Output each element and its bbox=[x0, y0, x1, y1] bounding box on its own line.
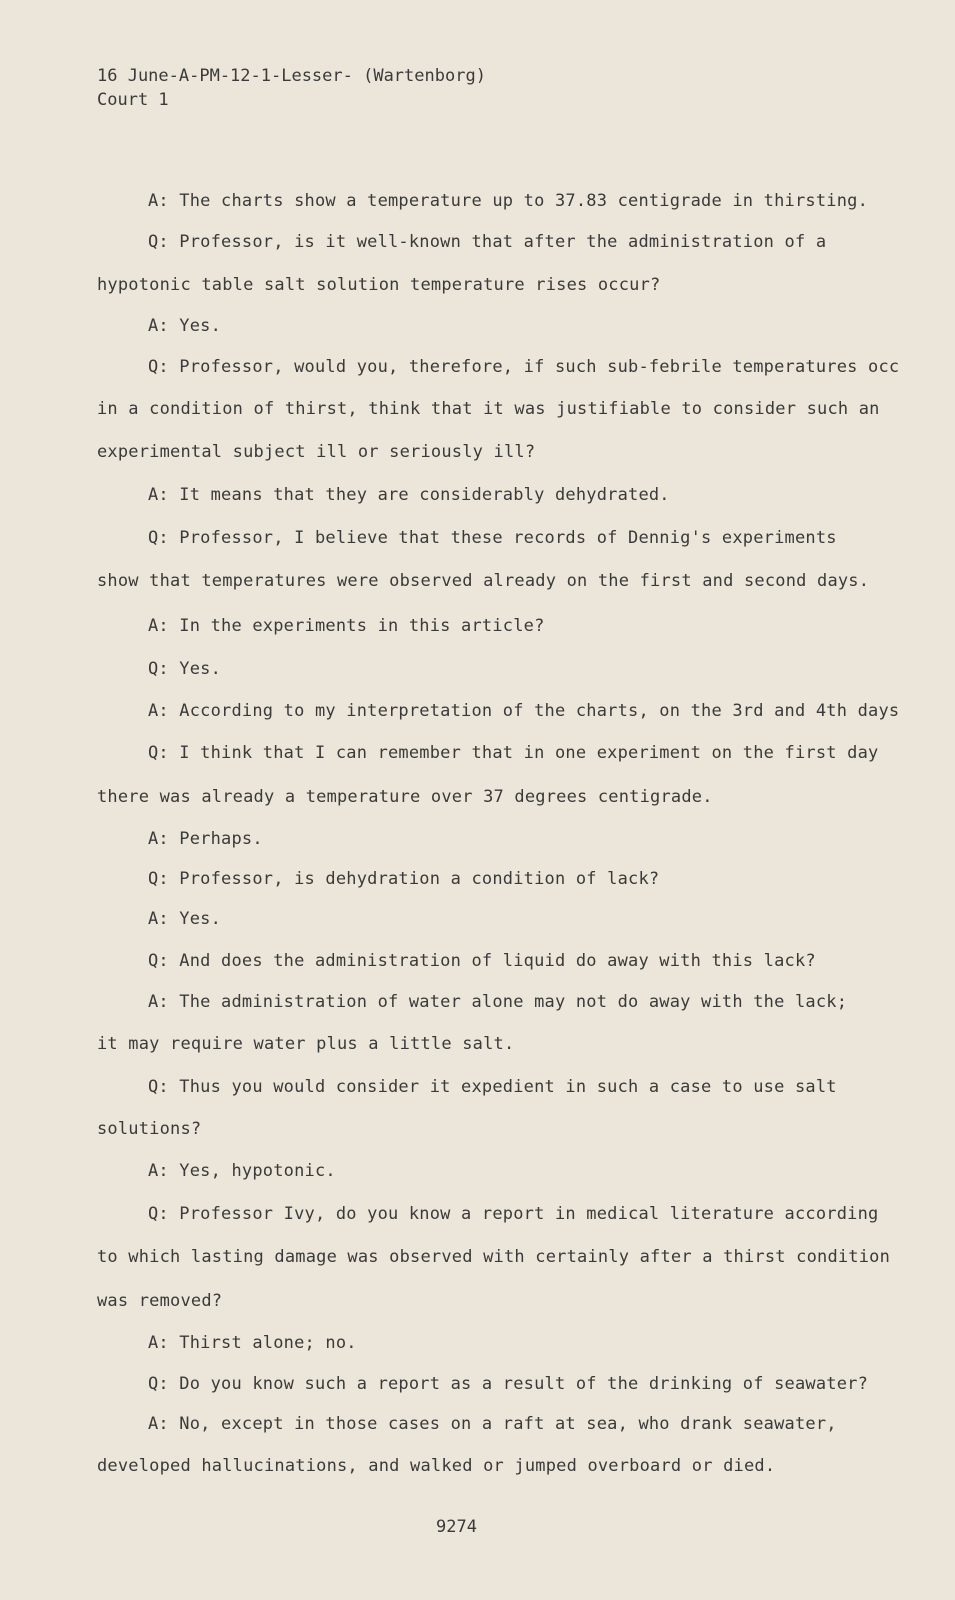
transcript-line: Q: Professor, would you, therefore, if such sub-febrile temperatures occ bbox=[148, 357, 900, 377]
transcript-line: A: Yes. bbox=[148, 909, 222, 929]
transcript-line: Q: And does the administration of liquid do away with this lack? bbox=[148, 951, 816, 971]
transcript-line: Q: Do you know such a report as a result of the drinking of seawater? bbox=[148, 1374, 869, 1394]
transcript-line: Q: Professor, is it well-known that after the administration of a bbox=[148, 232, 827, 252]
transcript-line: show that temperatures were observed already on the first and second days. bbox=[97, 571, 870, 591]
transcript-line: to which lasting damage was observed with certainly after a thirst condition bbox=[97, 1247, 891, 1267]
transcript-line: in a condition of thirst, think that it was justifiable to consider such an bbox=[97, 399, 880, 419]
transcript-line: it may require water plus a little salt. bbox=[97, 1034, 515, 1054]
transcript-line: A: Yes, hypotonic. bbox=[148, 1161, 336, 1181]
transcript-line: Q: Thus you would consider it expedient in such a case to use salt bbox=[148, 1077, 837, 1097]
transcript-line: solutions? bbox=[97, 1119, 202, 1139]
transcript-line: experimental subject ill or seriously ill? bbox=[97, 442, 536, 462]
transcript-line: Q: Professor, I believe that these records of Dennig's experiments bbox=[148, 528, 837, 548]
transcript-line: A: Perhaps. bbox=[148, 829, 263, 849]
transcript-line: Q: Yes. bbox=[148, 659, 222, 679]
transcript-line: A: Thirst alone; no. bbox=[148, 1333, 357, 1353]
header-court-line: Court 1 bbox=[97, 90, 169, 110]
transcript-line: A: It means that they are considerably dehydrated. bbox=[148, 485, 670, 505]
transcript-line: Q: I think that I can remember that in one experiment on the first day bbox=[148, 743, 879, 763]
transcript-line: A: The charts show a temperature up to 37.83 centigrade in thirsting. bbox=[148, 191, 869, 211]
transcript-line: A: No, except in those cases on a raft at sea, who drank seawater, bbox=[148, 1414, 837, 1434]
header-case-line: 16 June-A-PM-12-1-Lesser- (Wartenborg) bbox=[97, 66, 486, 86]
transcript-line: A: According to my interpretation of the charts, on the 3rd and 4th days bbox=[148, 701, 900, 721]
transcript-line: developed hallucinations, and walked or jumped overboard or died. bbox=[97, 1456, 776, 1476]
transcript-line: A: The administration of water alone may not do away with the lack; bbox=[148, 992, 848, 1012]
transcript-line: there was already a temperature over 37 degrees centigrade. bbox=[97, 787, 713, 807]
transcript-line: A: In the experiments in this article? bbox=[148, 616, 545, 636]
transcript-line: Q: Professor, is dehydration a condition of lack? bbox=[148, 869, 660, 889]
transcript-line: Q: Professor Ivy, do you know a report in medical literature according bbox=[148, 1204, 879, 1224]
transcript-line: A: Yes. bbox=[148, 316, 222, 336]
page-number: 9274 bbox=[436, 1517, 477, 1537]
transcript-line: hypotonic table salt solution temperature rises occur? bbox=[97, 275, 661, 295]
document-header bbox=[97, 64, 486, 112]
transcript-line: was removed? bbox=[97, 1291, 223, 1311]
